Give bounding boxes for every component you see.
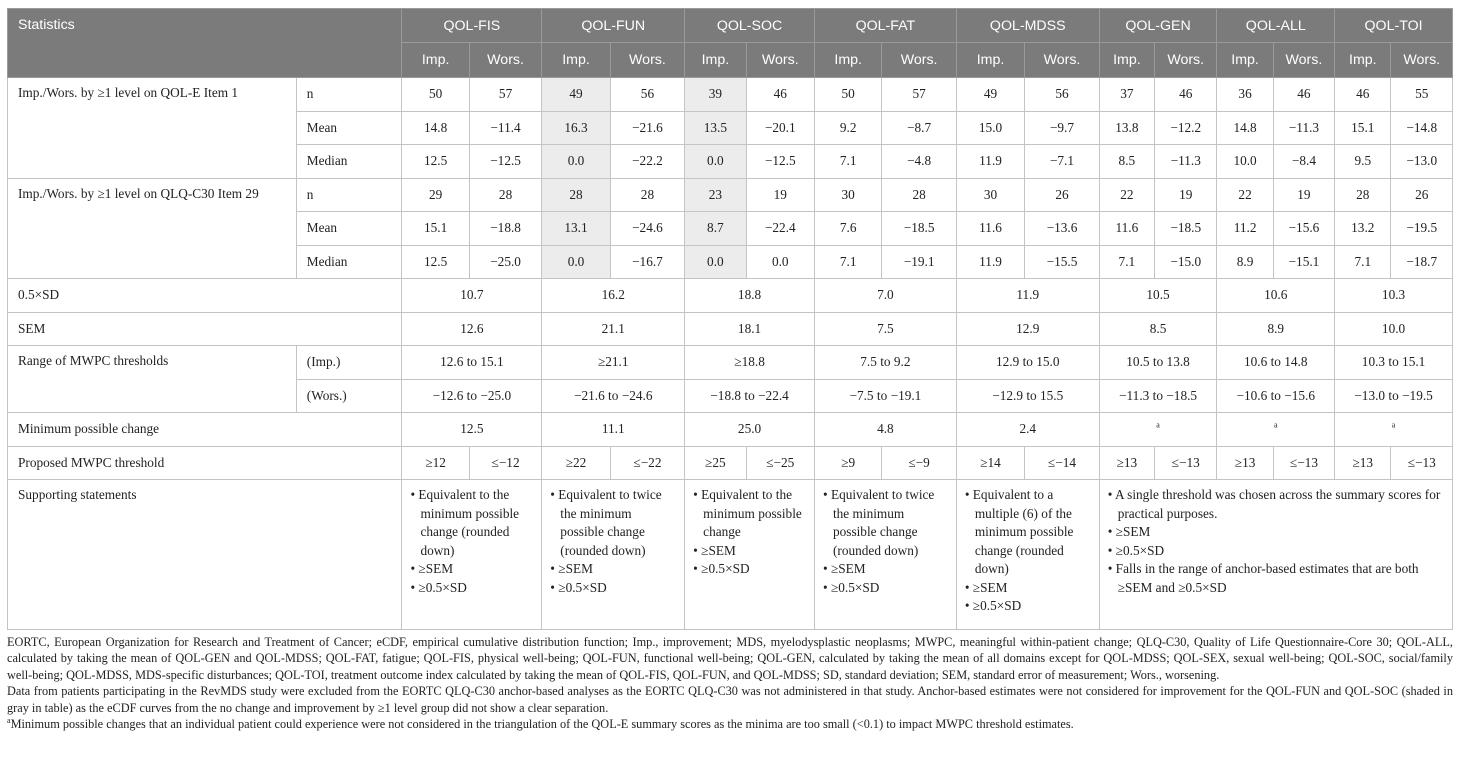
value-cell: 19 — [746, 178, 814, 212]
value-cell: 19 — [1155, 178, 1217, 212]
value-cell: −24.6 — [610, 212, 684, 246]
value-cell: 0.0 — [685, 145, 746, 179]
value-cell: 46 — [1155, 78, 1217, 112]
footnote-text: Minimum possible changes that an individual patient could experience were not considered in the triangulation of the QOL-E summary scores as the minima are too small (<0.1) to impact MWPC threshold estimates. — [10, 717, 1074, 732]
stat-label: n — [296, 78, 402, 112]
value-cell: 12.6 to 15.1 — [402, 346, 542, 380]
table-body — [8, 78, 1453, 630]
value-cell: −9.7 — [1025, 111, 1099, 145]
support-bullet: • ≥SEM — [964, 579, 1008, 595]
value-cell: 7.1 — [814, 245, 881, 279]
header-wors: Wors. — [610, 43, 684, 78]
value-cell: ≥21.1 — [542, 346, 685, 380]
support-bullet: • ≥SEM — [1107, 524, 1151, 539]
support-bullet: • A single threshold was chosen across the summary scores for practical purposes. — [1107, 487, 1441, 521]
value-cell: 11.6 — [1099, 212, 1154, 246]
header-imp: Imp. — [1335, 43, 1391, 78]
value-cell: −19.5 — [1391, 212, 1453, 246]
value-cell: ≥13 — [1099, 446, 1154, 480]
support-row — [8, 480, 1453, 630]
value-cell: −12.5 — [469, 145, 541, 179]
value-cell: 7.1 — [814, 145, 881, 179]
value-cell: 19 — [1273, 178, 1334, 212]
header-domain-fis: QOL-FIS — [402, 9, 542, 43]
value-cell: 46 — [1273, 78, 1334, 112]
value-cell: −7.5 to −19.1 — [814, 379, 956, 413]
proposed-row — [8, 446, 1453, 480]
value-cell — [1099, 413, 1217, 447]
data-note: Data from patients participating in the RevMDS study were excluded from the EORTC QLQ-C30 anchor-based analyses as the EORTC QLQ-C30 was not administered in that study. Anchor-based estimates were not considered for improvement for the QOL-FUN and QOL-SOC (shaded in gray in table) as the eCDF curves from the no change and improvement by ≥1 level group did not show a clear separation. — [7, 684, 1453, 715]
stat-label: n — [296, 178, 402, 212]
value-cell: −11.3 — [1273, 111, 1334, 145]
value-cell: 16.3 — [542, 111, 610, 145]
value-cell: ≥9 — [814, 446, 881, 480]
value-cell: −11.4 — [469, 111, 541, 145]
value-cell: −18.7 — [1391, 245, 1453, 279]
value-cell: −14.8 — [1391, 111, 1453, 145]
value-cell: 23 — [685, 178, 746, 212]
value-cell: 7.5 — [814, 312, 956, 346]
value-cell: −18.8 — [469, 212, 541, 246]
value-cell: 16.2 — [542, 279, 685, 313]
value-cell: 8.5 — [1099, 312, 1217, 346]
table-row — [8, 78, 1453, 112]
table-notes — [7, 634, 1453, 732]
value-cell: −20.1 — [746, 111, 814, 145]
value-cell: 10.0 — [1335, 312, 1453, 346]
footnote-marker: a — [1273, 420, 1278, 430]
support-bullet: • Falls in the range of anchor-based estimates that are both ≥SEM and ≥0.5×SD — [1107, 561, 1419, 595]
header-wors: Wors. — [469, 43, 541, 78]
row-label: Proposed MWPC threshold — [8, 446, 402, 480]
value-cell: 28 — [542, 178, 610, 212]
value-cell: 11.6 — [956, 212, 1024, 246]
value-cell: 10.3 — [1335, 279, 1453, 313]
value-cell: 13.8 — [1099, 111, 1154, 145]
value-cell: ≤−13 — [1391, 446, 1453, 480]
value-cell: 28 — [1335, 178, 1391, 212]
support-cell-fis — [402, 480, 542, 630]
support-bullet: • ≥0.5×SD — [410, 579, 467, 595]
value-cell: 11.9 — [956, 279, 1099, 313]
value-cell: 15.1 — [1335, 111, 1391, 145]
value-cell: 29 — [402, 178, 469, 212]
value-cell: 50 — [814, 78, 881, 112]
header-wors: Wors. — [882, 43, 956, 78]
value-cell: 14.8 — [402, 111, 469, 145]
value-cell: 14.8 — [1217, 111, 1273, 145]
value-cell: 7.1 — [1335, 245, 1391, 279]
footnote-mark: a — [7, 715, 11, 725]
value-cell: 13.1 — [542, 212, 610, 246]
support-bullet: • ≥0.5×SD — [550, 579, 607, 595]
value-cell: 46 — [746, 78, 814, 112]
value-cell: 8.7 — [685, 212, 746, 246]
value-cell: −12.2 — [1155, 111, 1217, 145]
value-cell: 10.7 — [402, 279, 542, 313]
value-cell: 2.4 — [956, 413, 1099, 447]
value-cell: 28 — [610, 178, 684, 212]
header-wors: Wors. — [1025, 43, 1099, 78]
value-cell: 50 — [402, 78, 469, 112]
abbreviations-note: EORTC, European Organization for Research and Treatment of Cancer; eCDF, empirical cumulative distribution function; Imp., improvement; MDS, myelodysplastic neoplasms; MWPC, meaningful within-patient change; QLQ-C30, Quality of Life Questionnaire-Core 30; QOL-ALL, calculated by taking the mean of QOL-GEN and QOL-MDSS; QOL-FAT, fatigue; QOL-FIS, physical well-being; QOL-FUN, functional well-being; QOL-GEN, calculated by taking the mean of all domains except for QOL-MDSS; QOL-SEX, sexual well-being; QOL-SOC, social/family well-being; QOL-MDSS, MDS-specific disturbances; QOL-TOI, treatment outcome index calculated by taking the mean of QOL-FIS, QOL-FUN, and QOL-MDSS; SD, standard deviation; SEM, standard error of measurement; Wors., worsening. — [7, 635, 1453, 682]
value-cell: 0.0 — [542, 145, 610, 179]
value-cell: 37 — [1099, 78, 1154, 112]
value-cell: ≥25 — [685, 446, 746, 480]
footnote-marker: a — [1391, 420, 1396, 430]
value-cell: 0.0 — [542, 245, 610, 279]
value-cell: ≥14 — [956, 446, 1024, 480]
value-cell: 7.0 — [814, 279, 956, 313]
header-domain-all: QOL-ALL — [1217, 9, 1335, 43]
footnote — [7, 716, 1453, 732]
value-cell: −13.6 — [1025, 212, 1099, 246]
value-cell — [1335, 413, 1453, 447]
value-cell: ≤−13 — [1273, 446, 1334, 480]
header-wors: Wors. — [1391, 43, 1453, 78]
value-cell: −18.8 to −22.4 — [685, 379, 815, 413]
halfsd-row — [8, 279, 1453, 313]
header-imp: Imp. — [402, 43, 469, 78]
row-label: Supporting statements — [8, 480, 402, 630]
results-table-container — [7, 8, 1453, 732]
value-cell: −15.5 — [1025, 245, 1099, 279]
row-label: Range of MWPC thresholds — [8, 346, 297, 413]
value-cell: 49 — [542, 78, 610, 112]
support-bullet: • Equivalent to twice the minimum possible change (rounded down) — [550, 487, 662, 558]
value-cell: 10.3 to 15.1 — [1335, 346, 1453, 380]
support-bullet: • ≥SEM — [693, 542, 736, 558]
support-cell-fun — [542, 480, 685, 630]
value-cell: 0.0 — [746, 245, 814, 279]
value-cell: 18.1 — [685, 312, 815, 346]
support-bullet: • Equivalent to the minimum possible change — [693, 487, 802, 539]
value-cell: 57 — [469, 78, 541, 112]
value-cell: −8.7 — [882, 111, 956, 145]
range-wors-label: (Wors.) — [296, 379, 402, 413]
value-cell: 12.5 — [402, 413, 542, 447]
header-domain-toi: QOL-TOI — [1335, 9, 1453, 43]
support-bullet: • Equivalent to twice the minimum possible change (rounded down) — [822, 487, 935, 558]
support-bullet: • ≥SEM — [822, 561, 866, 576]
value-cell: 10.0 — [1217, 145, 1273, 179]
value-cell: −21.6 — [610, 111, 684, 145]
value-cell: ≥18.8 — [685, 346, 815, 380]
value-cell: −13.0 — [1391, 145, 1453, 179]
value-cell: 11.9 — [956, 145, 1024, 179]
support-bullet: • ≥0.5×SD — [964, 598, 1022, 613]
value-cell: 22 — [1217, 178, 1273, 212]
header-domain-gen: QOL-GEN — [1099, 9, 1217, 43]
value-cell: 55 — [1391, 78, 1453, 112]
value-cell: −25.0 — [469, 245, 541, 279]
value-cell: 10.5 — [1099, 279, 1217, 313]
value-cell: −8.4 — [1273, 145, 1334, 179]
value-cell: ≤−14 — [1025, 446, 1099, 480]
stat-label: Median — [296, 145, 402, 179]
value-cell: 46 — [1335, 78, 1391, 112]
header-imp: Imp. — [542, 43, 610, 78]
value-cell: 9.2 — [814, 111, 881, 145]
header-domain-soc: QOL-SOC — [685, 9, 815, 43]
header-statistics: Statistics — [8, 9, 402, 78]
value-cell: −4.8 — [882, 145, 956, 179]
support-cell-fat — [814, 480, 956, 630]
range-imp-row — [8, 346, 1453, 380]
value-cell: 30 — [814, 178, 881, 212]
anchor-label: Imp./Wors. by ≥1 level on QLQ-C30 Item 29 — [8, 178, 297, 279]
value-cell: −19.1 — [882, 245, 956, 279]
value-cell: −15.0 — [1155, 245, 1217, 279]
support-bullet: • ≥0.5×SD — [1107, 542, 1165, 558]
row-label: 0.5×SD — [8, 279, 402, 313]
value-cell: ≥13 — [1217, 446, 1273, 480]
value-cell: −12.5 — [746, 145, 814, 179]
value-cell: 56 — [610, 78, 684, 112]
support-bullet: • ≥0.5×SD — [693, 561, 750, 576]
value-cell: −18.5 — [882, 212, 956, 246]
support-bullet: • ≥0.5×SD — [822, 579, 880, 595]
value-cell: −22.4 — [746, 212, 814, 246]
value-cell: 12.6 — [402, 312, 542, 346]
value-cell: 15.1 — [402, 212, 469, 246]
row-label: Minimum possible change — [8, 413, 402, 447]
value-cell: 57 — [882, 78, 956, 112]
value-cell: 8.5 — [1099, 145, 1154, 179]
value-cell: ≤−13 — [1155, 446, 1217, 480]
value-cell: −16.7 — [610, 245, 684, 279]
value-cell: 7.6 — [814, 212, 881, 246]
value-cell: −18.5 — [1155, 212, 1217, 246]
value-cell: −15.6 — [1273, 212, 1334, 246]
footnote-marker: a — [1156, 420, 1160, 430]
value-cell: ≥13 — [1335, 446, 1391, 480]
value-cell: 28 — [469, 178, 541, 212]
value-cell: 13.5 — [685, 111, 746, 145]
support-bullet: • Equivalent to the minimum possible change (rounded down) — [410, 487, 520, 558]
value-cell: 56 — [1025, 78, 1099, 112]
support-bullet: • ≥SEM — [550, 561, 593, 576]
sem-row — [8, 312, 1453, 346]
value-cell: ≤−9 — [882, 446, 956, 480]
value-cell: −15.1 — [1273, 245, 1334, 279]
value-cell: 18.8 — [685, 279, 815, 313]
row-label: SEM — [8, 312, 402, 346]
value-cell: 11.9 — [956, 245, 1024, 279]
table-row — [8, 178, 1453, 212]
value-cell: 25.0 — [685, 413, 815, 447]
value-cell: 30 — [956, 178, 1024, 212]
value-cell: 22 — [1099, 178, 1154, 212]
value-cell: 10.5 to 13.8 — [1099, 346, 1217, 380]
value-cell: 8.9 — [1217, 312, 1335, 346]
value-cell: −21.6 to −24.6 — [542, 379, 685, 413]
value-cell: ≤−22 — [610, 446, 684, 480]
value-cell: 13.2 — [1335, 212, 1391, 246]
header-wors: Wors. — [1155, 43, 1217, 78]
value-cell: −11.3 to −18.5 — [1099, 379, 1217, 413]
header-imp: Imp. — [1217, 43, 1273, 78]
value-cell: −12.9 to 15.5 — [956, 379, 1099, 413]
value-cell: −12.6 to −25.0 — [402, 379, 542, 413]
value-cell: 10.6 to 14.8 — [1217, 346, 1335, 380]
value-cell: −13.0 to −19.5 — [1335, 379, 1453, 413]
header-domain-fat: QOL-FAT — [814, 9, 956, 43]
stat-label: Median — [296, 245, 402, 279]
value-cell: 49 — [956, 78, 1024, 112]
anchor-label: Imp./Wors. by ≥1 level on QOL-E Item 1 — [8, 78, 297, 179]
mwpc-table — [7, 8, 1453, 630]
support-bullet: • ≥SEM — [410, 561, 454, 576]
value-cell: 12.9 — [956, 312, 1099, 346]
header-domain-mdss: QOL-MDSS — [956, 9, 1099, 43]
header-imp: Imp. — [1099, 43, 1154, 78]
value-cell: 26 — [1391, 178, 1453, 212]
table-header — [8, 9, 1453, 78]
header-imp: Imp. — [814, 43, 881, 78]
value-cell: 15.0 — [956, 111, 1024, 145]
support-cell-soc — [685, 480, 815, 630]
value-cell: 36 — [1217, 78, 1273, 112]
value-cell: ≥12 — [402, 446, 469, 480]
min-change-row — [8, 413, 1453, 447]
value-cell: 12.5 — [402, 145, 469, 179]
value-cell: 0.0 — [685, 245, 746, 279]
value-cell: 39 — [685, 78, 746, 112]
value-cell: −22.2 — [610, 145, 684, 179]
value-cell: −10.6 to −15.6 — [1217, 379, 1335, 413]
support-bullet: • Equivalent to a multiple (6) of the minimum possible change (rounded down) — [964, 487, 1074, 576]
value-cell: −7.1 — [1025, 145, 1099, 179]
value-cell: ≥22 — [542, 446, 610, 480]
stat-label: Mean — [296, 111, 402, 145]
value-cell: 9.5 — [1335, 145, 1391, 179]
range-imp-label: (Imp.) — [296, 346, 402, 380]
value-cell: 7.1 — [1099, 245, 1154, 279]
value-cell: 11.1 — [542, 413, 685, 447]
stat-label: Mean — [296, 212, 402, 246]
support-cell-mdss — [956, 480, 1099, 630]
value-cell: 28 — [882, 178, 956, 212]
header-wors: Wors. — [746, 43, 814, 78]
support-cell-summary — [1099, 480, 1452, 630]
value-cell: 7.5 to 9.2 — [814, 346, 956, 380]
header-domain-fun: QOL-FUN — [542, 9, 685, 43]
value-cell — [1217, 413, 1335, 447]
header-imp: Imp. — [956, 43, 1024, 78]
value-cell: 11.2 — [1217, 212, 1273, 246]
value-cell: 21.1 — [542, 312, 685, 346]
value-cell: ≤−12 — [469, 446, 541, 480]
value-cell: ≤−25 — [746, 446, 814, 480]
header-wors: Wors. — [1273, 43, 1334, 78]
value-cell: 10.6 — [1217, 279, 1335, 313]
value-cell: 8.9 — [1217, 245, 1273, 279]
value-cell: 12.5 — [402, 245, 469, 279]
value-cell: 12.9 to 15.0 — [956, 346, 1099, 380]
header-imp: Imp. — [685, 43, 746, 78]
value-cell: −11.3 — [1155, 145, 1217, 179]
value-cell: 26 — [1025, 178, 1099, 212]
value-cell: 4.8 — [814, 413, 956, 447]
